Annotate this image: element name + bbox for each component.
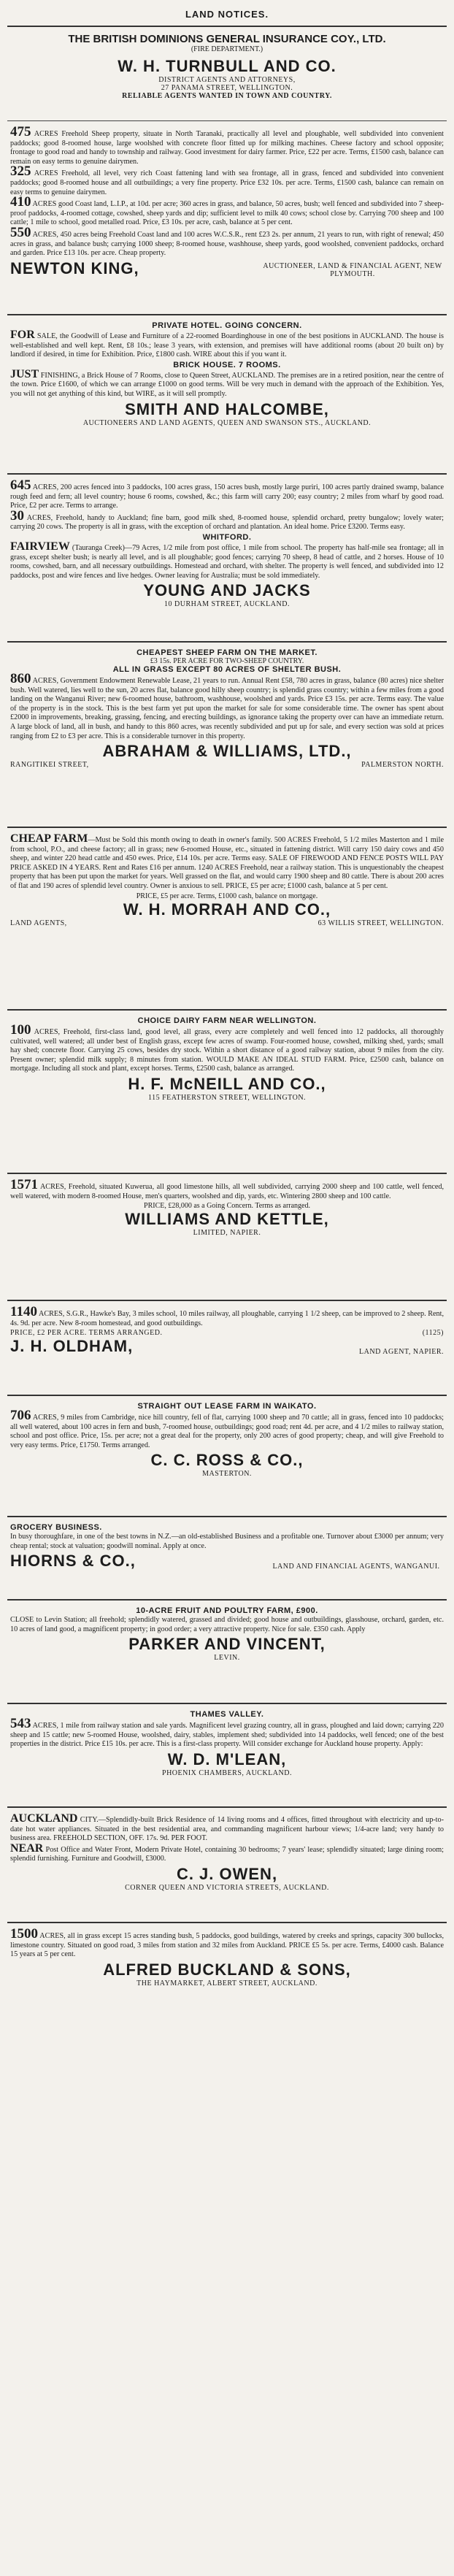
agent-subtitle: DISTRICT AGENTS AND ATTORNEYS, — [158, 76, 296, 84]
agent-row — [10, 919, 444, 927]
listing — [10, 1926, 445, 1960]
listing-text: ACRES, Freehold, first-class land, good level, all grass, every acre completely and well fenced into 12 paddocks, all thoroughly cultivated, well watered; all under best of English grass, except few acres of swamp. Four-roomed house, cowshed, milking shed, yards; small hay shed; concrete floor. Carrying 25 cows, besides dry stock. Within a short distance of a good railway station, about 9 miles from the city. Present owner; splendid milk supply; 8 minutes from station. WOULD MAKE AN IDEAL STUD FARM. Price, £2500 cash, balance on mortgage. Including all stock and plant, except horses. Terms, £2500 cash, balance as arranged. — [10, 1028, 444, 1073]
listing-text: CITY.—Splendidly-built Brick Residence of 14 living rooms and 4 offices, fitted throughout with electricity and up-to-date hot water appliances. Situated in the best residential area, and commanding magnificent harbour views; 1/4-acre land; very handy to business area. FREEHOLD SECTION, OFF. 17s. 9d. PER FOOT. — [10, 1816, 444, 1843]
divider — [7, 26, 447, 27]
divider — [7, 1516, 447, 1517]
ad-mclean — [7, 1707, 447, 1803]
listing-lead: 1500 — [10, 1926, 38, 1941]
agent-subtitle: LAND AND FINANCIAL AGENTS, WANGANUI. — [272, 1563, 440, 1571]
agent-subtitle: AUCTIONEERS AND LAND AGENTS, QUEEN AND SWANSON STS., AUCKLAND. — [82, 418, 372, 427]
listing-text: ACRES Freehold Sheep property, situate in North Taranaki, practically all level and ploughable, well subdivided into convenient paddocks; good 8-roomed house, large woolshed with concrete floor fitted up for milking machines. Cheese factory and school opposite; frontage to good road and handy to township and railway. Good investment for dairy farmer. Price, £22 per acre. Terms, £1500 cash, balance can remain on easy terms to genuine dairymen. — [10, 130, 445, 166]
ad-ref: (1125) — [422, 1329, 444, 1338]
ad-heading: STRAIGHT OUT LEASE FARM IN WAIKATO. — [137, 1402, 317, 1411]
listing-text: In busy thoroughfare, in one of the best towns in N.Z.—an old-established Business and a profitable one. Turnover about £3000 per annum; very cheap rental; stock at valuation; goodwill nominal. Apply at once. — [10, 1533, 444, 1550]
listing — [10, 224, 444, 258]
divider — [7, 1395, 447, 1396]
listing — [10, 1408, 444, 1450]
listing-text: ACRES, 9 miles from Cambridge, nice hill country, fell of flat, carrying 1000 sheep and 70 cattle; all in grass, fenced into 10 paddocks; all well watered, about 100 acres in fern and bush, 7-roomed house, outbuildings; good road; rent 4d. per acre, and 4 1/2 miles to railway station, school and post office. Price, 15s. per acre; not a great deal for the property, only 200 acres of good property; cheap, and will give Freehold to very easy terms. Price, £1750. Terms arranged. — [10, 1414, 444, 1449]
listing-lead: 543 — [10, 1716, 31, 1731]
ad-owen — [7, 1811, 447, 1919]
listing — [10, 367, 445, 399]
agent-name: WILLIAMS AND KETTLE, — [125, 1210, 329, 1229]
agent-name: SMITH AND HALCOMBE, — [125, 399, 329, 418]
agent-subtitle: CORNER QUEEN AND VICTORIA STREETS, AUCKLAND. — [125, 1883, 329, 1892]
listing-lead: 1140 — [10, 1304, 37, 1319]
listing-text: Post Office and Water Front, Modern Private Hotel, containing 30 bedrooms; 7 years' lease; splendidly situated; large dining room; splendid furnishing. Furniture and Goodwill, £3000. — [10, 1845, 445, 1863]
ad-young-jacks — [7, 478, 447, 638]
agent-city: PALMERSTON NORTH. — [361, 761, 444, 770]
ad-smith-halcombe — [7, 318, 447, 470]
agent-name: W. H. MORRAH AND CO., — [123, 900, 331, 919]
divider — [7, 473, 447, 475]
listing-lead: JUST — [10, 367, 39, 380]
agent-subtitle: LAND AGENT, NAPIER. — [359, 1348, 444, 1357]
ad-abraham-williams — [7, 645, 447, 824]
listing-text: CLOSE to Levin Station; all freehold; splendidly watered, grassed and divided; good house and outbuildings, glasshouse, orchard, garden, etc. 10 acres of land good, a magnificent property; in good order; a very attractive property. Nice for sale. £350 cash. Apply — [10, 1616, 444, 1633]
ad-line: £3 15s. PER ACRE FOR TWO-SHEEP COUNTRY. — [150, 657, 304, 665]
listing-text: FINISHING, a Brick House of 7 Rooms, close to Queen Street, AUCKLAND. The premises are in a retired position, near the centre of the town. Price £1600, of which we can arrange £1000 on good terms. Will be very much in demand with the approach of the Exhibition. Yes, you will not get anything of this kind, but WIRE, as it will sell promptly. — [10, 371, 445, 398]
ad-line: PRICE, £2 PER ACRE. TERMS ARRANGED. — [10, 1329, 163, 1338]
listing-text: ACRES, 450 acres being Freehold Coast land and 100 acres W.C.S.R., rent £23 2s. per annum, 21 years to run, with right of renewal; 450 acres in grass, and balance bush; carrying 1000 sheep; 8-roomed house, washhouse, sheep yards, good woolshed, convenient paddocks, orchard and garden. Price £13 10s. per acre. Cheap property. — [10, 230, 444, 258]
ad-heading: 10-ACRE FRUIT AND POULTRY FARM, £900. — [136, 1606, 318, 1615]
agent-subtitle: AUCTIONEER, LAND & FINANCIAL AGENT, NEW PLYMOUTH. — [263, 261, 442, 278]
agent-subtitle: LIMITED, NAPIER. — [193, 1229, 261, 1238]
ad-heading: ALL IN GRASS EXCEPT 80 ACRES OF SHELTER BUSH. — [112, 665, 342, 674]
listing — [10, 1304, 444, 1328]
listing-text: —Must be Sold this month owing to death in owner's family. 500 ACRES Freehold, 5 1/2 miles Masterton and 1 mile from school, P.O., and cheese factory; all in grass; new 6-roomed House, etc., situated in fattening district. Will carry 150 dairy cows and 450 sheep, and winter 220 head cattle and 450 ewes. Price, £14 10s. per acre. Terms easy. SALE OF FIREWOOD AND FENCE POSTS WILL PAY PRICE ASKED IN 4 YEARS. Rent and Rates £16 per annum. 1240 ACRES Freehold, near a railway station. This is unquestionably the cheapest property that has been put upon the market for years. Well grassed on the flat, and would carry 1900 sheep and 80 cattle. There is about 200 acres of flat and 190 acres of splendid level country. Owner is anxious to sell. PRICE, £5 per acre; £1000 cash, balance at 5 per cent. — [10, 836, 444, 890]
listing-lead: NEAR — [10, 1841, 44, 1855]
agent-name: NEWTON KING, — [10, 258, 139, 277]
listing-lead: 706 — [10, 1408, 31, 1423]
listing — [10, 671, 444, 741]
listing-text: ACRES good Coast land, L.I.P., at 10d. per acre; 360 acres in grass, and balance, 50 acres, bush; well fenced and subdivided into 7 sheep-proof paddocks, 4-roomed cottage, cowshed, sheep yards and dip; sufficient level to milk 40 cows; school close by. Carrying 700 sheep and 100 cattle; 1 mile to school, good metalled road. Price, £3 10s. per acre, cash, balance at 5 per cent. — [10, 200, 445, 227]
listing-lead: 410 — [10, 194, 31, 210]
ad-oldham — [7, 1304, 447, 1392]
agent-name: C. C. ROSS & CO., — [150, 1451, 304, 1470]
agent-subtitle: MASTERTON. — [202, 1470, 252, 1479]
listing-text: ACRES, 1 mile from railway station and sale yards. Magnificent level grazing country, all in grass, ploughed and laid down; carrying 220 sheep and 15 cattle; new 5-roomed House, woolshed, dairy, stables, implement shed; subdivided into 14 paddocks, well fenced; one of the best properties in the district. Price £15 10s. per acre. This is a first-class property. Will consider exchange for Auckland house property. Apply: — [10, 1722, 444, 1749]
listing — [10, 1716, 444, 1749]
listing-text: ACRES, Freehold, handy to Auckland; fine barn, good milk shed, 8-roomed house, splendid orchard, pretty bungalow; lovely water; carrying 20 cows. The property is all in grass, with the exception of orchard and plantation. An ideal home. Price £3200. Terms easy. — [10, 513, 444, 532]
listing — [10, 832, 444, 892]
divider — [7, 1806, 447, 1808]
listing-text: ACRES, Government Endowment Renewable Lease, 21 years to run. Annual Rent £58, 780 acres in grass, balance (80 acres) nice shelter bush. Well watered, lies well to the sun, 20 acres flat, balance good hilly sheep country; is splendid grass country; within a few miles from a good landing on the Wanganui River; new 6-roomed house, bathroom, washhouse, woolshed and yards. Price £3 15s. per acre. Terms easy. The value of the property is in the stock. This is the best farm yet put upon the market for sale for some considerable time. The owner has spent about £2000 in improvements, breaking, grassing, fencing, and erecting buildings, as ignorance taking the property over can have an immediate return. A large block of land, all in bush, and handy to this 860 acres, was recently subdivided and put up for sale, and every section was sold at prices ranging from £2 to £3 per acre. This is a considerable turnover in this property. — [10, 677, 444, 740]
listing-lead: 550 — [10, 224, 31, 240]
listing — [10, 124, 445, 166]
agent-name: J. H. OLDHAM, — [10, 1337, 134, 1356]
agent-row — [10, 1337, 444, 1356]
listing-lead: 325 — [10, 164, 31, 180]
agent-name: W. D. M'LEAN, — [167, 1749, 287, 1768]
listing-text: ACRES, Freehold, situated Kuwerua, all good limestone hills, all well subdivided, carrying 2000 sheep and 100 cattle, well fenced, well watered, with modern 8-roomed House, men's quarters, woolshed and dip, yards, etc. Wintering 2800 sheep and 100 cattle. — [10, 1183, 445, 1200]
divider — [7, 1599, 447, 1601]
listing — [10, 1814, 444, 1844]
ad-title: THE BRITISH DOMINIONS GENERAL INSURANCE COY., LTD. — [68, 33, 386, 45]
listing — [10, 1533, 444, 1551]
listing-lead: 475 — [10, 124, 31, 139]
listing — [10, 478, 445, 511]
listing-lead: 860 — [10, 671, 31, 686]
listing — [10, 194, 445, 228]
listing-text: (Tauranga Creek)—79 Acres, 1/2 mile from post office, 1 mile from school. The property has half-mile sea frontage; all in grass, except shelter bush; is nearly all level, and is all ploughable; good fences; carrying 70 sheep, 8 head of cattle, and 2 horses. House of 10 rooms, cowshed, barn, and all necessary outbuildings. Homestead and orchard, with shelter. The property is well fenced, and subdivided into 12 paddocks, post and wire fences and live hedges. Owner leaving for Australia; must be sold immediately. — [10, 543, 444, 580]
ad-hiorns — [7, 1520, 447, 1596]
listing-lead: FOR — [10, 329, 35, 341]
listing-lead: 645 — [10, 478, 31, 493]
divider — [7, 1922, 447, 1923]
listing-lead: FAIRVIEW — [10, 540, 70, 553]
listing-lead: CHEAP FARM — [10, 832, 88, 845]
price-row — [10, 1329, 444, 1337]
ad-newton-king — [7, 124, 447, 311]
ad-morrah — [7, 831, 447, 1006]
ad-heading: CHEAPEST SHEEP FARM ON THE MARKET. — [136, 648, 318, 657]
agent-subtitle: 10 DURHAM STREET, AUCKLAND. — [164, 600, 290, 609]
agent-subtitle: LEVIN. — [214, 1654, 240, 1663]
ad-subtitle: (FIRE DEPARTMENT.) — [191, 45, 263, 53]
listing — [10, 1177, 445, 1201]
agent-row — [10, 1552, 444, 1571]
listing-text: ACRES, 200 acres fenced into 3 paddocks, 100 acres grass, 150 acres bush, mostly large puriri, 100 acres partly drained swamp, balance rough feed and fern; all level country; house 6 rooms, cowshed, &c.; this farm will carry 200; easy country; 2 miles from wharf by good road. Price, £2 per acre. Terms to arrange. — [10, 483, 445, 510]
ad-heading: GROCERY BUSINESS. — [10, 1523, 102, 1532]
divider — [7, 827, 447, 828]
listing — [10, 1841, 445, 1864]
listing — [10, 164, 445, 197]
agent-subtitle: THE HAYMARKET, ALBERT STREET, AUCKLAND. — [136, 1979, 318, 1987]
newspaper-page — [7, 0, 447, 2017]
listing-text: ACRES Freehold, all level, very rich Coast fattening land with sea frontage, all in grass, fenced and subdivided into convenient paddocks; good 8-roomed house and all outbuildings; a very fine property. Price £32 10s. per acre. Terms, £1500 cash, balance can remain on easy terms to genuine dairymen. — [10, 169, 445, 196]
listing — [10, 507, 444, 532]
agent-subtitle: 115 FEATHERSTON STREET, WELLINGTON. — [147, 1093, 307, 1102]
ad-line: PRICE, £28,000 as a Going Concern. Terms as arranged. — [144, 1202, 310, 1211]
divider — [7, 1703, 447, 1704]
agent-subtitle: PHOENIX CHAMBERS, AUCKLAND. — [162, 1768, 292, 1777]
agent-name: YOUNG AND JACKS — [143, 581, 311, 600]
ad-ross — [7, 1399, 447, 1513]
listing-lead: AUCKLAND — [10, 1812, 78, 1825]
divider — [7, 314, 447, 315]
listing-lead: 1571 — [10, 1177, 38, 1192]
listing — [10, 540, 444, 580]
agent-name: H. F. McNEILL AND CO., — [128, 1074, 326, 1093]
agent-name: ABRAHAM & WILLIAMS, LTD., — [102, 742, 352, 761]
listing — [10, 1616, 444, 1634]
ad-heading: PRIVATE HOTEL. GOING CONCERN. — [152, 321, 302, 330]
ad-heading: BRICK HOUSE. 7 ROOMS. — [173, 360, 281, 369]
ad-heading: THAMES VALLEY. — [190, 1710, 264, 1719]
divider — [7, 120, 447, 121]
divider — [7, 1173, 447, 1174]
agent-address: 27 PANAMA STREET, WELLINGTON. — [161, 84, 293, 92]
agent-row — [10, 259, 444, 278]
listing-text: SALE, the Goodwill of Lease and Furniture of a 22-roomed Boardinghouse in one of the best positions in AUCKLAND. The house is well-established and well kept. Rent, £8 10s.; lease 3 years, with extension, and premises will have additional rooms (about 20 built on) by landlord if desired, in time for Exhibition. Price, £1800 cash. WIRE about this if you want it. — [10, 332, 444, 359]
ad-heading: CHOICE DAIRY FARM NEAR WELLINGTON. — [137, 1016, 317, 1025]
ad-mcneill — [7, 1013, 447, 1170]
agent-name: PARKER AND VINCENT, — [128, 1635, 326, 1654]
divider — [7, 1300, 447, 1301]
ad-buckland — [7, 1926, 447, 2017]
agent-address: LAND AGENTS, — [10, 919, 67, 927]
ad-williams-kettle — [7, 1177, 447, 1297]
agent-city: 63 WILLIS STREET, WELLINGTON. — [318, 919, 444, 927]
ad-british-dominions — [7, 30, 447, 118]
listing — [10, 1022, 444, 1074]
ad-line: PRICE, £5 per acre. Terms, £1000 cash, balance on mortgage. — [136, 892, 318, 900]
agent-address: RANGITIKEI STREET, — [10, 761, 89, 770]
agent-name: ALFRED BUCKLAND & SONS, — [103, 1960, 351, 1979]
listing-text: ACRES, all in grass except 15 acres standing bush, 5 paddocks, good buildings, watered by creeks and springs, capacity 300 bullocks, limestone country. Situated on good road, 3 miles from station and 32 miles from Auckland. PRICE £5 5s. per acre. Terms, £4000 cash. Balance 15 years at 5 per cent. — [10, 1932, 445, 1959]
divider — [7, 1009, 447, 1011]
divider — [7, 641, 447, 643]
agent-name: W. H. TURNBULL AND CO. — [118, 57, 336, 75]
section-title: LAND NOTICES. — [185, 9, 269, 20]
listing — [10, 331, 444, 360]
agent-name: C. J. OWEN, — [176, 1864, 278, 1883]
listing-lead: 100 — [10, 1022, 31, 1038]
ad-heading: WHITFORD. — [202, 532, 252, 542]
ad-parker-vincent — [7, 1603, 447, 1700]
ad-note: RELIABLE AGENTS WANTED IN TOWN AND COUNTRY. — [122, 92, 332, 100]
listing-text: ACRES, S.G.R., Hawke's Bay, 3 miles school, 10 miles railway, all ploughable, carrying 1 1/2 sheep, can be improved to 2 sheep. Rent, 4s. 9d. per acre. New 8-room homestead, and good outbuildings. — [10, 1310, 444, 1327]
agent-row — [10, 761, 444, 769]
listing-lead: 30 — [10, 507, 24, 524]
agent-name: HIORNS & CO., — [10, 1552, 136, 1571]
